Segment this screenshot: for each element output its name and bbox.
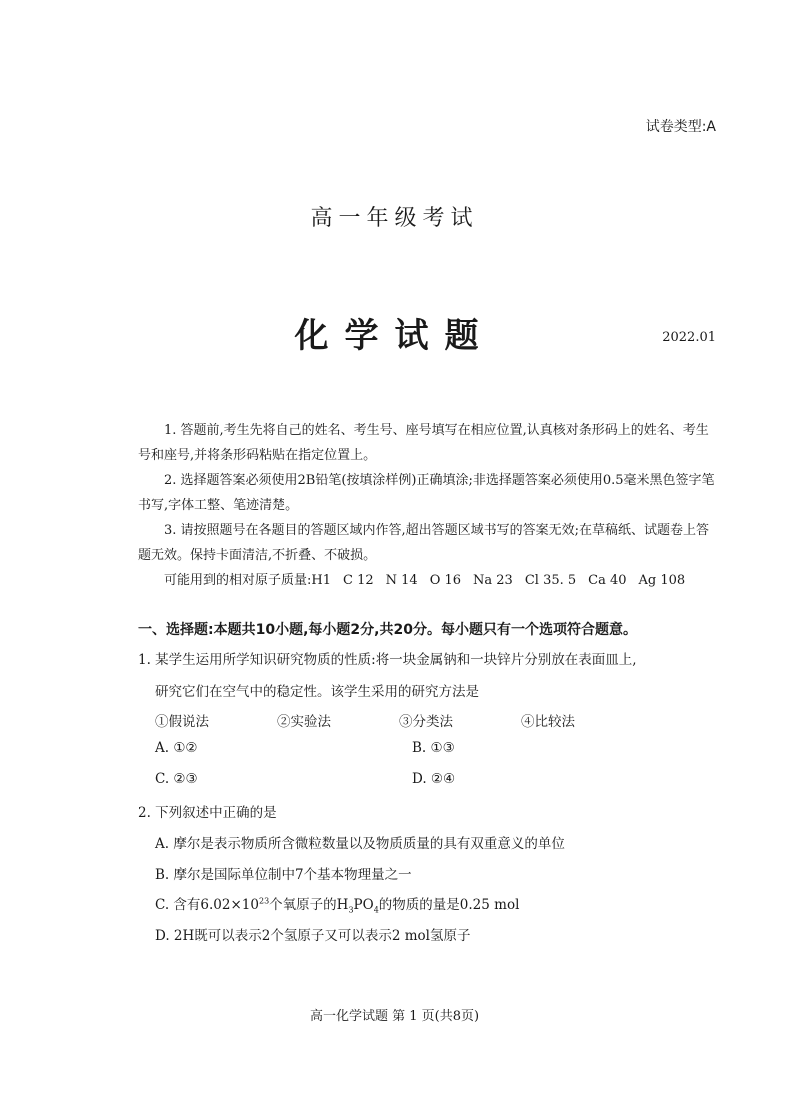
question-1-options-row-2 (155, 771, 455, 787)
q1-option-c: C. ②③ (155, 771, 198, 787)
q2-option-c-mid: 个氧原子的H (269, 897, 349, 913)
q1-option-d: D. ②④ (412, 771, 456, 787)
mass-h: H1 (311, 573, 331, 588)
exam-instructions (138, 418, 718, 593)
instruction-3: 3. 请按照题号在各题目的答题区域内作答,超出答题区域书写的答案无效;在草稿纸、试题卷上答题无效。保持卡面清洁,不折叠、不破损。 (138, 523, 710, 563)
q2-option-b: B. 摩尔是国际单位制中7个基本物理量之一 (155, 867, 412, 883)
mass-ag: Ag 108 (638, 573, 686, 588)
method-2: ②实验法 (277, 714, 331, 730)
q2-option-c (155, 893, 519, 915)
subject-title: 化学试题 (294, 316, 495, 356)
q2-option-a: A. 摩尔是表示物质所含微粒数量以及物质质量的具有双重意义的单位 (155, 836, 565, 852)
section-1-title: 一、选择题:本题共10小题,每小题2分,共20分。每小题只有一个选项符合题意。 (138, 622, 637, 638)
q2-option-d: D. 2H既可以表示2个氢原子又可以表示2 mol氢原子 (155, 928, 471, 944)
method-1: ①假说法 (155, 714, 209, 730)
question-1-stem-line-1: 1. 某学生运用所学知识研究物质的性质:将一块金属钠和一块锌片分别放在表面皿上, (138, 652, 637, 668)
instruction-2: 2. 选择题答案必须使用2B铅笔(按填涂样例)正确填涂;非选择题答案必须使用0.5毫米黑色签字笔书写,字体工整、笔迹清楚。 (138, 473, 715, 513)
q2-option-c-sub2: 4 (373, 905, 379, 915)
paper-type-label: 试卷类型:A (645, 119, 716, 135)
question-2-stem: 2. 下列叙述中正确的是 (138, 805, 277, 821)
atomic-masses-label: 可能用到的相对原子质量: (164, 573, 312, 588)
q1-option-b: B. ①③ (412, 740, 455, 756)
q2-option-c-po: PO (353, 897, 374, 913)
method-3: ③分类法 (399, 714, 453, 730)
mass-cl: Cl 35. 5 (524, 573, 577, 588)
mass-n: N 14 (385, 573, 418, 588)
q2-option-c-exponent: 23 (258, 896, 270, 906)
mass-ca: Ca 40 (588, 573, 627, 588)
q1-option-a: A. ①② (155, 740, 198, 756)
page-footer: 高一化学试题 第 1 页(共8页) (309, 1009, 480, 1024)
atomic-masses (138, 568, 718, 593)
mass-o: O 16 (429, 573, 462, 588)
method-4: ④比较法 (521, 714, 575, 730)
exam-date: 2022.01 (662, 330, 716, 345)
q2-option-c-prefix: C. 含有6.02×10 (155, 897, 259, 913)
mass-na: Na 23 (473, 573, 513, 588)
question-1-stem-line-2: 研究它们在空气中的稳定性。该学生采用的研究方法是 (155, 684, 479, 700)
question-1-methods (155, 710, 575, 730)
mass-c: C 12 (343, 573, 374, 588)
q2-option-c-suffix: 的物质的量是0.25 mol (378, 897, 520, 913)
q2-option-c-sub1: 3 (348, 905, 354, 915)
exam-name: 高一年级考试 (310, 206, 479, 231)
question-1-options-row-1 (155, 740, 455, 756)
instruction-1: 1. 答题前,考生先将自己的姓名、考生号、座号填写在相应位置,认真核对条形码上的姓名、考生号和座号,并将条形码粘贴在指定位置上。 (138, 423, 709, 463)
